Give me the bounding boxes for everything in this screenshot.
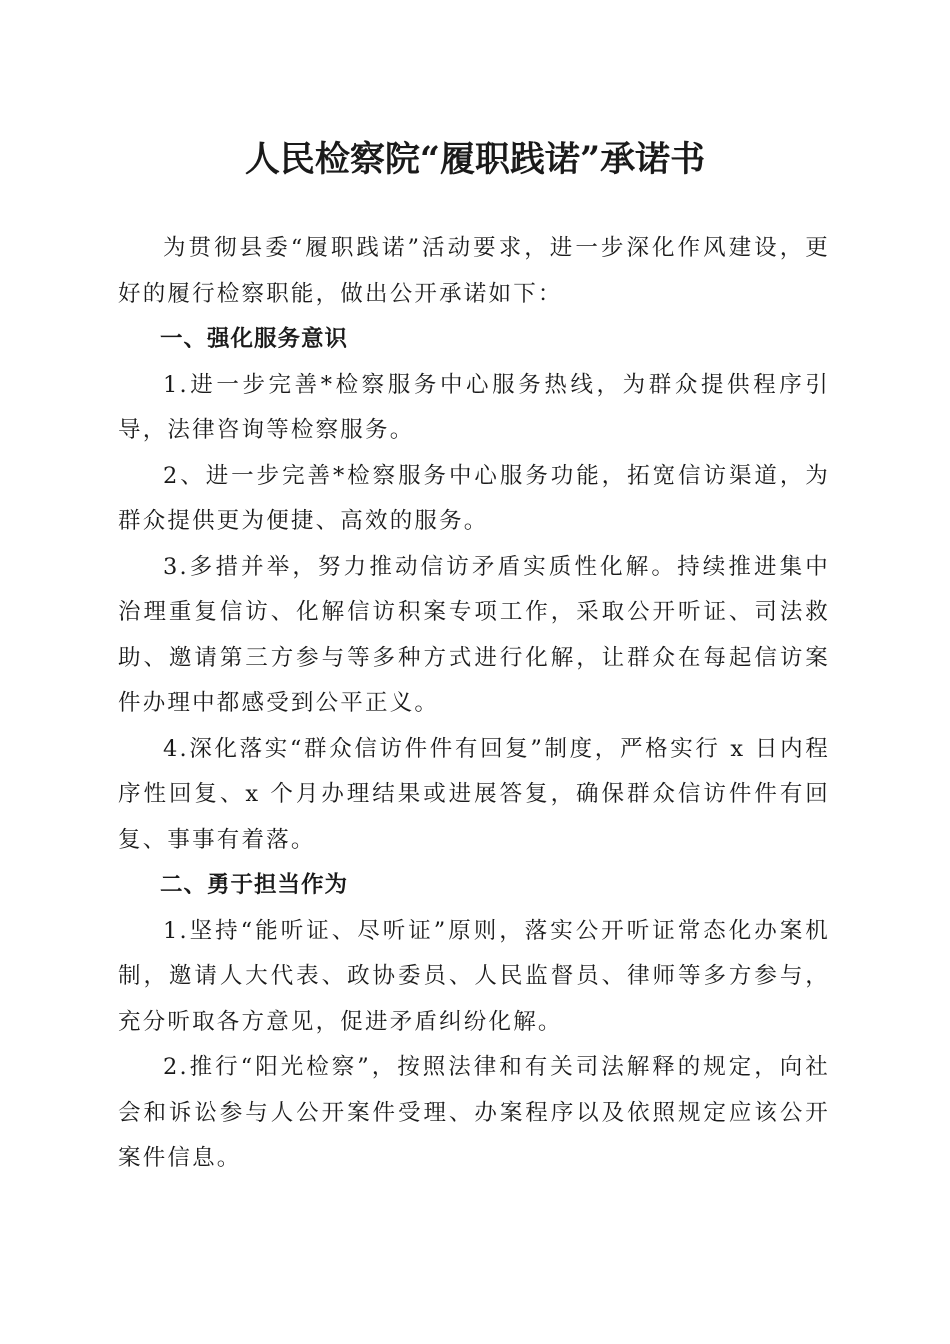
section1-item2: 2、进一步完善*检察服务中心服务功能，拓宽信访渠道，为群众提供更为便捷、高效的服务。 (118, 462, 830, 534)
section2-item2: 2.推行“阳光检察”，按照法律和有关司法解释的规定，向社会和诉讼参与人公开案件受理、办案程序以及依照规定应该公开案件信息。 (118, 1054, 830, 1171)
section2-item1: 1.坚持“能听证、尽听证”原则，落实公开听证常态化办案机制，邀请人大代表、政协委员、人民监督员、律师等多方参与，充分听取各方意见，促进矛盾纠纷化解。 (118, 917, 830, 1035)
section1-item3: 3.多措并举，努力推动信访矛盾实质性化解。持续推进集中治理重复信访、化解信访积案专项工作，采取公开听证、司法救助、邀请第三方参与等多种方式进行化解，让群众在每起信访案件办理中都感受到公平正义。 (118, 553, 830, 716)
section-heading-responsibility: 二、勇于担当作为 (160, 872, 349, 898)
document-title: 人民检察院“履职践诺”承诺书 (244, 139, 706, 180)
section-heading-service: 一、强化服务意识 (160, 326, 349, 352)
intro-paragraph: 为贯彻县委“履职践诺”活动要求，进一步深化作风建设，更好的履行检察职能，做出公开承诺如下： (118, 235, 830, 307)
section1-item1: 1.进一步完善*检察服务中心服务热线，为群众提供程序引导，法律咨询等检察服务。 (118, 371, 830, 443)
document-body (118, 226, 830, 1182)
section1-item4: 4.深化落实“群众信访件件有回复”制度，严格实行 x 日内程序性回复、x 个月办理结果或进展答复，确保群众信访件件有回复、事事有着落。 (118, 735, 830, 853)
